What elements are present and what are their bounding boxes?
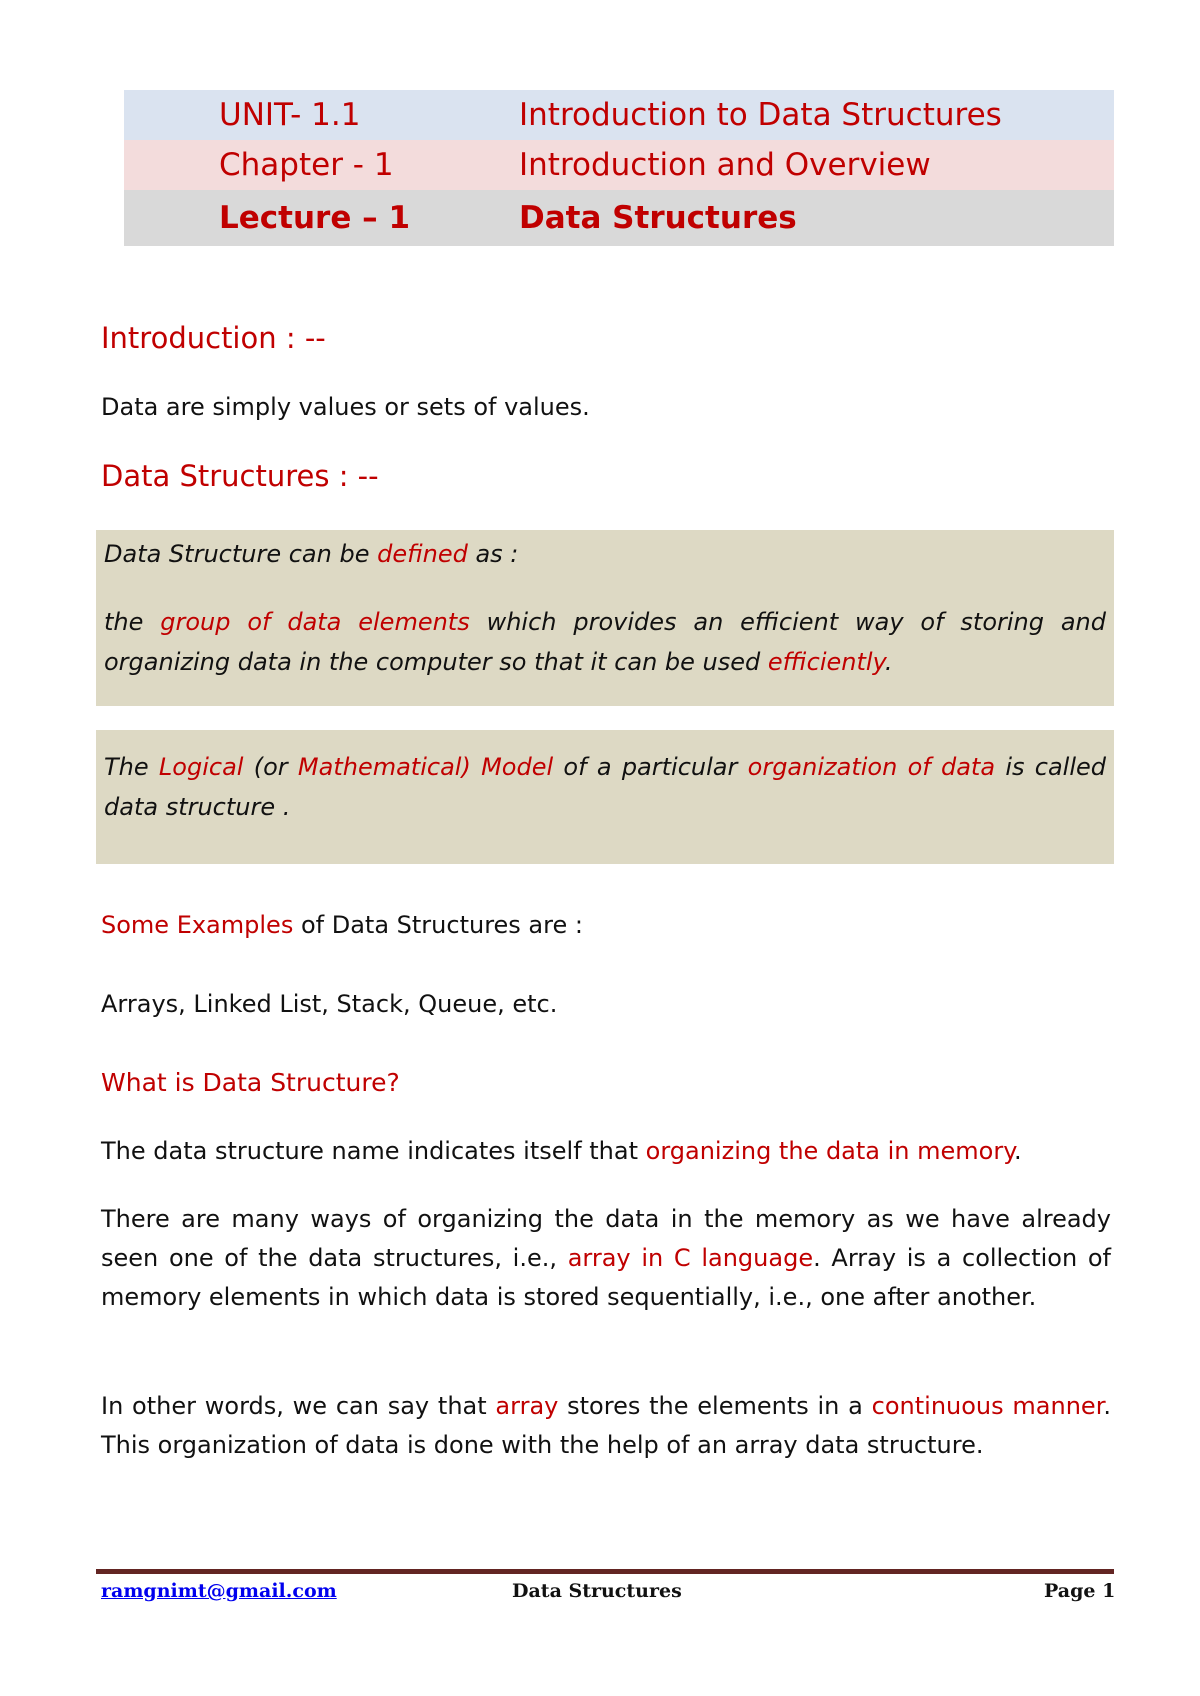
what-paragraph-1: The data structure name indicates itself that organizing the data in memory. — [101, 1137, 1022, 1165]
some-examples-highlight: Some Examples — [101, 911, 294, 939]
definition-text: the group of data elements which provides an efficient way of storing and organizing data in the computer so that it can be used efficiently. — [104, 608, 1106, 676]
what-paragraph-3: In other words, we can say that array stores the elements in a continuous manner. This organization of data is done with the help of an array data structure. — [101, 1392, 1111, 1459]
logical-highlight: Logical — [158, 753, 244, 781]
header-row-unit — [124, 90, 1114, 140]
footer-email-link[interactable]: ramgnimt@gmail.com — [101, 1580, 337, 1602]
unit-label: UNIT- 1.1 — [219, 97, 361, 133]
organizing-highlight: organizing the data in memory — [645, 1137, 1014, 1165]
what-heading: What is Data Structure? — [101, 1068, 400, 1097]
intro-heading: Introduction : -- — [101, 321, 326, 355]
footer-page-number: Page 1 — [1044, 1580, 1116, 1602]
array-c-highlight: array in C language — [567, 1244, 814, 1272]
definition-box — [96, 530, 1114, 706]
organization-highlight: organization of data — [747, 753, 996, 781]
what-paragraph-2: There are many ways of organizing the data in the memory as we have already seen one of the data structures, i.e., array in C language. Array is a collection of memory elements in which data is stored sequentially, i.e., one after another. — [101, 1205, 1111, 1311]
array-highlight: array — [495, 1392, 559, 1420]
header-row-lecture — [124, 190, 1114, 246]
definition-lead: Data Structure can be defined as : — [104, 540, 519, 568]
lecture-label: Lecture – 1 — [219, 200, 411, 236]
footer-rule — [96, 1569, 1114, 1574]
examples-lead: Some Examples of Data Structures are : — [101, 911, 583, 939]
lecture-title: Data Structures — [519, 200, 797, 236]
chapter-label: Chapter - 1 — [219, 147, 394, 183]
unit-title: Introduction to Data Structures — [519, 97, 1002, 133]
continuous-manner-highlight: continuous manner — [871, 1392, 1104, 1420]
model-box — [96, 730, 1114, 864]
mathematical-model-highlight: Mathematical) Model — [297, 753, 554, 781]
footer-email-wrap — [101, 1576, 337, 1606]
model-text: The Logical (or Mathematical) Model of a particular organization of data is called data structure . — [104, 753, 1107, 821]
ds-heading: Data Structures : -- — [101, 459, 379, 493]
group-highlight: group of data elements — [160, 608, 470, 636]
efficiently-highlight: efficiently — [767, 648, 885, 676]
intro-text: Data are simply values or sets of values. — [101, 393, 590, 421]
footer-center-title: Data Structures — [512, 1580, 682, 1602]
defined-highlight: defined — [377, 540, 468, 568]
header-row-chapter — [124, 140, 1114, 190]
examples-list: Arrays, Linked List, Stack, Queue, etc. — [101, 990, 558, 1018]
chapter-title: Introduction and Overview — [519, 147, 931, 183]
